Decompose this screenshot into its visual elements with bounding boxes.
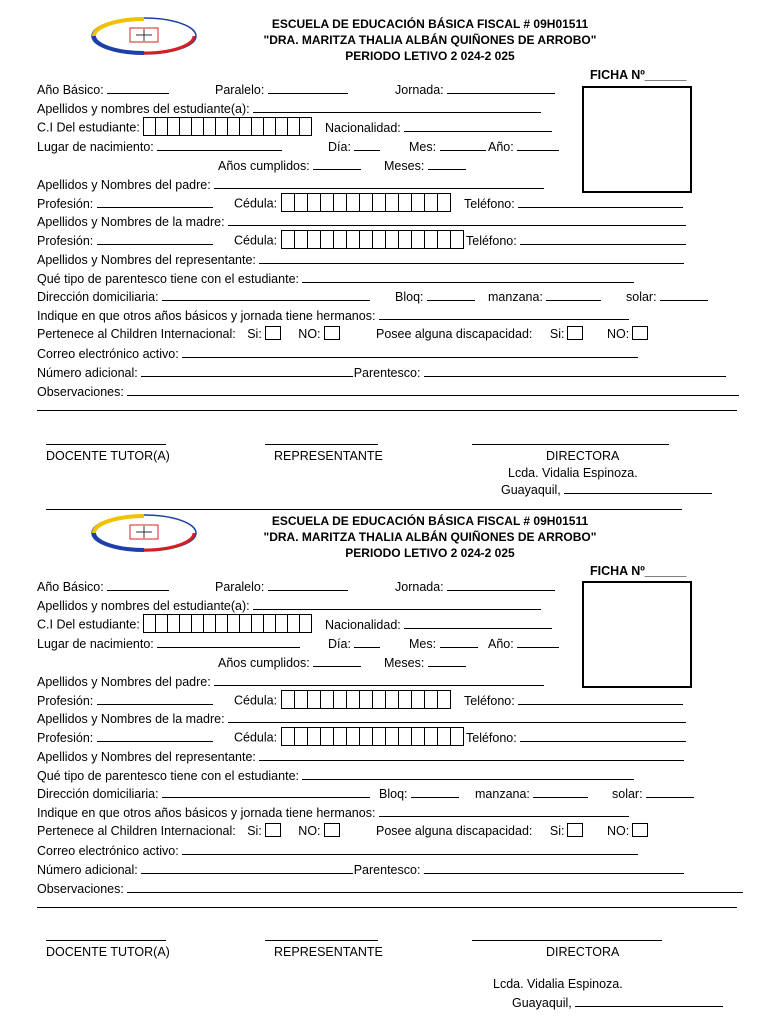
representative-name-field[interactable] xyxy=(259,749,684,761)
anios-cumplidos-label: Años cumplidos: xyxy=(218,656,310,670)
children-no-checkbox[interactable] xyxy=(324,326,340,340)
school-name: "DRA. MARITZA THALIA ALBÁN QUIÑONES DE ARROBO" xyxy=(263,33,597,47)
email-label: Correo electrónico activo: xyxy=(37,347,179,361)
disability-no-label: NO: xyxy=(606,327,630,341)
bloq-label: Bloq: xyxy=(379,787,408,801)
children-si-label: Si: xyxy=(247,327,262,341)
father-profession-label: Profesión: xyxy=(37,197,94,211)
children-no-label: NO: xyxy=(298,824,321,838)
children-intl-label: Pertenece al Children Internacional: xyxy=(37,327,236,341)
dia-label: Día: xyxy=(328,637,351,651)
mother-phone-label: Teléfono: xyxy=(466,234,517,248)
photo-box xyxy=(582,581,692,688)
jornada-field[interactable] xyxy=(447,579,555,591)
mother-cedula-boxes[interactable] xyxy=(281,230,464,249)
bloq-field[interactable] xyxy=(411,786,459,798)
student-name-label: Apellidos y nombres del estudiante(a): xyxy=(37,102,250,116)
ci-boxes[interactable] xyxy=(143,117,312,136)
manzana-label: manzana: xyxy=(475,787,530,801)
observations-label: Observaciones: xyxy=(37,882,124,896)
enrollment-form-1 xyxy=(0,0,768,500)
date-field[interactable] xyxy=(564,482,712,494)
solar-label: solar: xyxy=(612,787,643,801)
ficha-number: FICHA Nº______ xyxy=(590,564,687,578)
directora-name: Lcda. Vidalia Espinoza. xyxy=(493,977,623,991)
father-name-field[interactable] xyxy=(214,674,544,686)
mother-cedula-label: Cédula: xyxy=(234,233,278,248)
additional-number-label: Número adicional: xyxy=(37,366,138,380)
directora-name: Lcda. Vidalia Espinoza. xyxy=(508,466,638,480)
anio-field[interactable] xyxy=(517,636,559,648)
father-name-field[interactable] xyxy=(214,177,544,189)
children-si-checkbox[interactable] xyxy=(265,326,281,340)
anios-cumplidos-label: Años cumplidos: xyxy=(218,159,310,173)
lugar-nacimiento-field[interactable] xyxy=(157,139,282,151)
paralelo-field[interactable] xyxy=(268,579,348,591)
meses-label: Meses: xyxy=(384,159,425,173)
parentesco-label: Parentesco: xyxy=(353,366,421,380)
father-profession-field[interactable] xyxy=(97,693,213,705)
photo-box xyxy=(582,86,692,193)
anio-basico-field[interactable] xyxy=(107,579,169,591)
father-cedula-boxes[interactable] xyxy=(281,193,451,212)
paralelo-field[interactable] xyxy=(268,82,348,94)
mother-name-field[interactable] xyxy=(228,711,686,723)
representative-name-label: Apellidos y Nombres del representante: xyxy=(37,750,256,764)
representante-label: REPRESENTANTE xyxy=(274,449,383,463)
directora-label: DIRECTORA xyxy=(546,449,620,463)
disability-si-label: Si: xyxy=(549,327,565,341)
docente-label: DOCENTE TUTOR(A) xyxy=(46,945,170,959)
mother-name-label: Apellidos y Nombres de la madre: xyxy=(37,712,225,726)
paralelo-label: Paralelo: xyxy=(215,580,265,594)
lugar-nacimiento-label: Lugar de nacimiento: xyxy=(37,140,154,154)
father-cedula-boxes[interactable] xyxy=(281,690,451,709)
anios-cumplidos-field[interactable] xyxy=(313,655,361,667)
father-phone-field[interactable] xyxy=(518,693,683,705)
mother-profession-field[interactable] xyxy=(97,233,213,245)
directora-signature-line[interactable] xyxy=(472,940,662,941)
enrollment-form-2 xyxy=(0,497,768,1010)
paralelo-label: Paralelo: xyxy=(215,83,265,97)
solar-field[interactable] xyxy=(646,786,694,798)
anio-basico-label: Año Básico: xyxy=(37,580,104,594)
anio-basico-field[interactable] xyxy=(107,82,169,94)
ficha-number: FICHA Nº______ xyxy=(590,68,687,82)
children-no-label: NO: xyxy=(298,327,321,341)
observations-line-2[interactable] xyxy=(37,410,737,411)
jornada-label: Jornada: xyxy=(395,580,444,594)
mother-name-label: Apellidos y Nombres de la madre: xyxy=(37,215,225,229)
school-period: PERIODO LETIVO 2 024-2 025 xyxy=(345,546,515,560)
bloq-field[interactable] xyxy=(427,289,475,301)
father-name-label: Apellidos y Nombres del padre: xyxy=(37,178,211,192)
father-profession-label: Profesión: xyxy=(37,694,94,708)
father-cedula-label: Cédula: xyxy=(234,196,278,211)
disability-si-label: Si: xyxy=(549,824,565,838)
school-name: "DRA. MARITZA THALIA ALBÁN QUIÑONES DE ARROBO" xyxy=(263,530,597,544)
mother-name-field[interactable] xyxy=(228,214,686,226)
representante-label: REPRESENTANTE xyxy=(274,945,383,959)
parentesco-field[interactable] xyxy=(424,365,726,377)
address-label: Dirección domiciliaria: xyxy=(37,290,159,304)
school-period: PERIODO LETIVO 2 024-2 025 xyxy=(345,49,515,63)
father-phone-label: Teléfono: xyxy=(464,694,515,708)
jornada-field[interactable] xyxy=(447,82,555,94)
mother-profession-label: Profesión: xyxy=(37,731,94,745)
additional-number-field[interactable] xyxy=(141,862,353,874)
meses-field[interactable] xyxy=(428,655,466,667)
observations-field[interactable] xyxy=(127,384,739,396)
parentesco-label: Parentesco: xyxy=(353,863,421,877)
representative-name-label: Apellidos y Nombres del representante: xyxy=(37,253,256,267)
children-si-label: Si: xyxy=(247,824,262,838)
anio-label: Año: xyxy=(488,637,514,651)
mother-phone-field[interactable] xyxy=(520,233,686,245)
docente-signature-line[interactable] xyxy=(46,940,166,941)
relationship-question-field[interactable] xyxy=(302,768,634,780)
anios-cumplidos-field[interactable] xyxy=(313,158,361,170)
nacionalidad-field[interactable] xyxy=(404,617,552,629)
children-intl-label: Pertenece al Children Internacional: xyxy=(37,824,236,838)
disability-si-checkbox[interactable] xyxy=(567,326,583,340)
children-si-checkbox[interactable] xyxy=(265,823,281,837)
email-field[interactable] xyxy=(182,346,638,358)
solar-field[interactable] xyxy=(660,289,708,301)
dia-label: Día: xyxy=(328,140,351,154)
nacionalidad-label: Nacionalidad: xyxy=(325,121,401,135)
observations-field[interactable] xyxy=(127,881,743,893)
representante-signature-line[interactable] xyxy=(265,940,378,941)
address-field[interactable] xyxy=(162,289,370,301)
bloq-label: Bloq: xyxy=(395,290,424,304)
additional-number-label: Número adicional: xyxy=(37,863,138,877)
manzana-field[interactable] xyxy=(546,289,601,301)
siblings-label: Indique en que otros años básicos y jornada tiene hermanos: xyxy=(37,309,376,323)
ci-label: C.I Del estudiante: xyxy=(37,120,140,135)
disability-no-checkbox[interactable] xyxy=(632,326,648,340)
observations-line-2[interactable] xyxy=(37,907,737,908)
mes-field[interactable] xyxy=(440,139,486,151)
father-name-label: Apellidos y Nombres del padre: xyxy=(37,675,211,689)
mes-label: Mes: xyxy=(409,637,437,651)
ci-boxes[interactable] xyxy=(143,614,312,633)
anio-label: Año: xyxy=(488,140,514,154)
docente-label: DOCENTE TUTOR(A) xyxy=(46,449,170,463)
docente-signature-line[interactable] xyxy=(46,444,166,445)
mother-profession-label: Profesión: xyxy=(37,234,94,248)
mother-phone-field[interactable] xyxy=(520,730,686,742)
mother-cedula-label: Cédula: xyxy=(234,730,278,745)
father-cedula-label: Cédula: xyxy=(234,693,278,708)
student-name-field[interactable] xyxy=(253,598,541,610)
meses-field[interactable] xyxy=(428,158,466,170)
disability-label: Posee alguna discapacidad: xyxy=(376,824,533,838)
siblings-label: Indique en que otros años básicos y jornada tiene hermanos: xyxy=(37,806,376,820)
mother-profession-field[interactable] xyxy=(97,730,213,742)
solar-label: solar: xyxy=(626,290,657,304)
dia-field[interactable] xyxy=(354,636,380,648)
anio-field[interactable] xyxy=(517,139,559,151)
meses-label: Meses: xyxy=(384,656,425,670)
mes-field[interactable] xyxy=(440,636,478,648)
city-label: Guayaquil, xyxy=(501,483,561,497)
relationship-question-label: Qué tipo de parentesco tiene con el estudiante: xyxy=(37,272,299,286)
school-title: ESCUELA DE EDUCACIÓN BÁSICA FISCAL # 09H01511 xyxy=(271,17,589,31)
dia-field[interactable] xyxy=(354,139,380,151)
mes-label: Mes: xyxy=(409,140,437,154)
jornada-label: Jornada: xyxy=(395,83,444,97)
father-phone-field[interactable] xyxy=(518,196,683,208)
disability-no-checkbox[interactable] xyxy=(632,823,648,837)
directora-label: DIRECTORA xyxy=(546,945,620,959)
address-label: Dirección domiciliaria: xyxy=(37,787,159,801)
representante-signature-line[interactable] xyxy=(265,444,378,445)
nacionalidad-field[interactable] xyxy=(404,120,552,132)
disability-label: Posee alguna discapacidad: xyxy=(376,327,533,341)
nacionalidad-label: Nacionalidad: xyxy=(325,618,401,632)
student-name-label: Apellidos y nombres del estudiante(a): xyxy=(37,599,250,613)
mother-phone-label: Teléfono: xyxy=(466,731,517,745)
directora-signature-line[interactable] xyxy=(472,444,669,445)
children-no-checkbox[interactable] xyxy=(324,823,340,837)
siblings-field[interactable] xyxy=(379,308,629,320)
date-field[interactable] xyxy=(575,995,723,1007)
city-label: Guayaquil, xyxy=(512,996,572,1010)
relationship-question-label: Qué tipo de parentesco tiene con el estudiante: xyxy=(37,769,299,783)
representative-name-field[interactable] xyxy=(259,252,684,264)
manzana-label: manzana: xyxy=(488,290,543,304)
father-phone-label: Teléfono: xyxy=(464,197,515,211)
manzana-field[interactable] xyxy=(533,786,588,798)
disability-si-checkbox[interactable] xyxy=(567,823,583,837)
ci-label: C.I Del estudiante: xyxy=(37,617,140,632)
relationship-question-field[interactable] xyxy=(302,271,634,283)
address-field[interactable] xyxy=(162,786,370,798)
student-name-field[interactable] xyxy=(253,101,541,113)
father-profession-field[interactable] xyxy=(97,196,213,208)
email-label: Correo electrónico activo: xyxy=(37,844,179,858)
siblings-field[interactable] xyxy=(379,805,629,817)
lugar-nacimiento-label: Lugar de nacimiento: xyxy=(37,637,154,651)
lugar-nacimiento-field[interactable] xyxy=(157,636,300,648)
school-title: ESCUELA DE EDUCACIÓN BÁSICA FISCAL # 09H01511 xyxy=(271,514,589,528)
parentesco-field[interactable] xyxy=(424,862,684,874)
observations-label: Observaciones: xyxy=(37,385,124,399)
disability-no-label: NO: xyxy=(606,824,630,838)
anio-basico-label: Año Básico: xyxy=(37,83,104,97)
email-field[interactable] xyxy=(182,843,638,855)
additional-number-field[interactable] xyxy=(141,365,353,377)
mother-cedula-boxes[interactable] xyxy=(281,727,464,746)
